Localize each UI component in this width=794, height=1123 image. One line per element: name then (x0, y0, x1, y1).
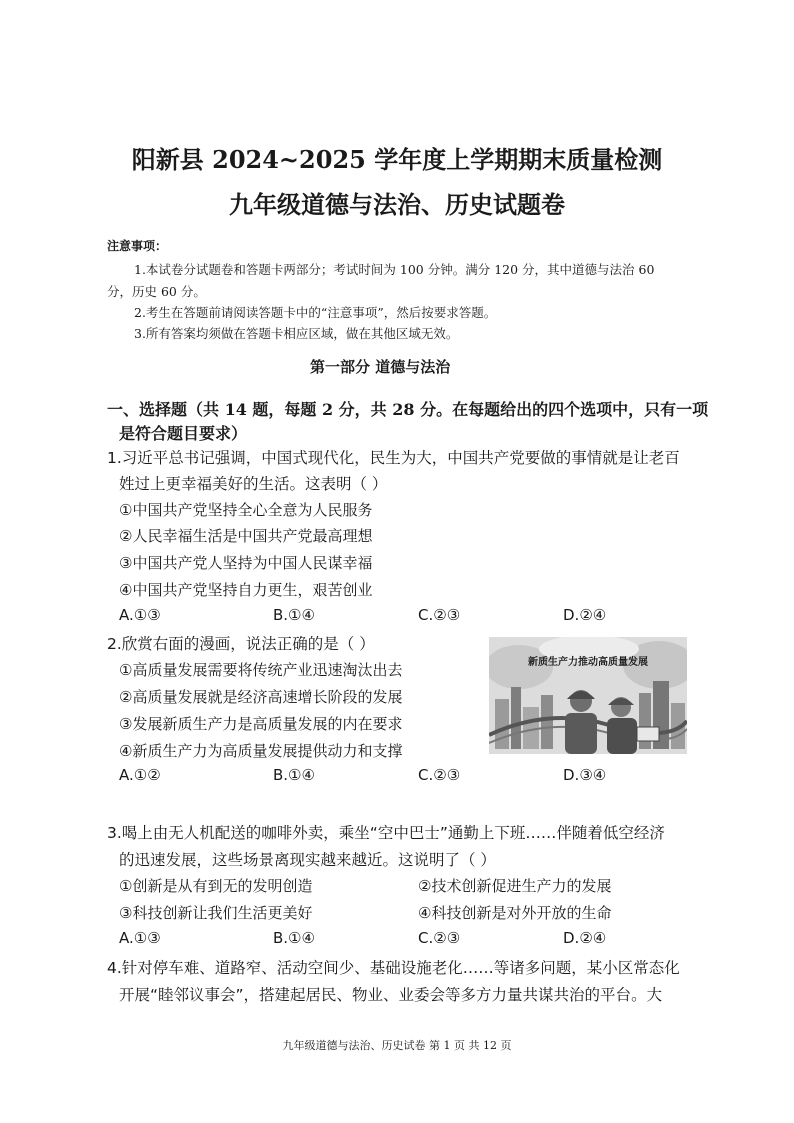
section-heading: 是符合题目要求） (119, 424, 248, 443)
question-stem: 的迅速发展，这些场景离现实越来越近。这说明了（ ） (119, 851, 496, 869)
question-stem: 4.针对停车难、道路窄、活动空间少、基础设施老化……等诸多问题，某小区常态化 (107, 959, 680, 977)
question-stem: 姓过上更幸福美好的生活。这表明（ ） (119, 475, 388, 493)
exam-subtitle: 九年级道德与法治、历史试题卷 (229, 190, 565, 219)
statement: ①创新是从有到无的发明创造 (119, 877, 313, 895)
page-footer: 九年级道德与法治、历史试卷 第 1 页 共 12 页 (282, 1039, 512, 1052)
notes-line: 3.所有答案均须做在答题卡相应区域，做在其他区域无效。 (134, 326, 459, 341)
choice-c: C.②③ (418, 606, 461, 624)
statement: ③中国共产党人坚持为中国人民谋幸福 (119, 554, 373, 572)
exam-title: 阳新县 2024~2025 学年度上学期期末质量检测 (131, 145, 663, 174)
choice-b: B.①④ (273, 606, 315, 624)
cartoon-image (489, 637, 687, 754)
section-heading: 一、选择题（共 14 题，每题 2 分，共 28 分。在每题给出的四个选项中，只有一项 (107, 400, 709, 419)
cartoon-caption: 新质生产力推动高质量发展 (528, 657, 648, 668)
statement: ④科技创新是对外开放的生命 (418, 904, 612, 922)
notes-line: 2.考生在答题前请阅读答题卡中的“注意事项”，然后按要求答题。 (134, 305, 497, 320)
statement: ①中国共产党坚持全心全意为人民服务 (119, 501, 373, 519)
question-stem: 2.欣赏右面的漫画，说法正确的是（ ） (107, 635, 375, 653)
statement: ③发展新质生产力是高质量发展的内在要求 (119, 715, 403, 733)
statement: ①高质量发展需要将传统产业迅速淘汰出去 (119, 661, 403, 679)
notes-heading: 注意事项： (107, 239, 168, 253)
statement: ③科技创新让我们生活更美好 (119, 904, 313, 922)
choice-a: A.①③ (119, 929, 161, 947)
choice-b: B.①④ (273, 766, 315, 784)
notes-line: 1.本试卷分试题卷和答题卡两部分；考试时间为 100 分钟。满分 120 分，其中道德与法治 60 (134, 262, 655, 277)
choice-c: C.②③ (418, 766, 461, 784)
choice-a: A.①② (119, 766, 161, 784)
choice-d: D.②④ (563, 606, 607, 624)
choice-a: A.①③ (119, 606, 161, 624)
statement: ④新质生产力为高质量发展提供动力和支撑 (119, 742, 403, 760)
question-stem: 开展“睦邻议事会”，搭建起居民、物业、业委会等多方力量共谋共治的平台。大 (119, 986, 663, 1004)
statement: ②技术创新促进生产力的发展 (418, 877, 612, 895)
statement: ④中国共产党坚持自力更生，艰苦创业 (119, 581, 373, 599)
part-title: 第一部分 道德与法治 (310, 358, 451, 376)
statement: ②人民幸福生活是中国共产党最高理想 (119, 527, 373, 545)
choice-d: D.②④ (563, 929, 607, 947)
choice-c: C.②③ (418, 929, 461, 947)
question-stem: 1.习近平总书记强调，中国式现代化，民生为大，中国共产党要做的事情就是让老百 (107, 449, 680, 467)
choice-d: D.③④ (563, 766, 607, 784)
question-stem: 3.喝上由无人机配送的咖啡外卖，乘坐“空中巴士”通勤上下班……伴随着低空经济 (107, 824, 665, 842)
choice-b: B.①④ (273, 929, 315, 947)
statement: ②高质量发展就是经济高速增长阶段的发展 (119, 688, 403, 706)
notes-line: 分，历史 60 分。 (107, 284, 206, 299)
